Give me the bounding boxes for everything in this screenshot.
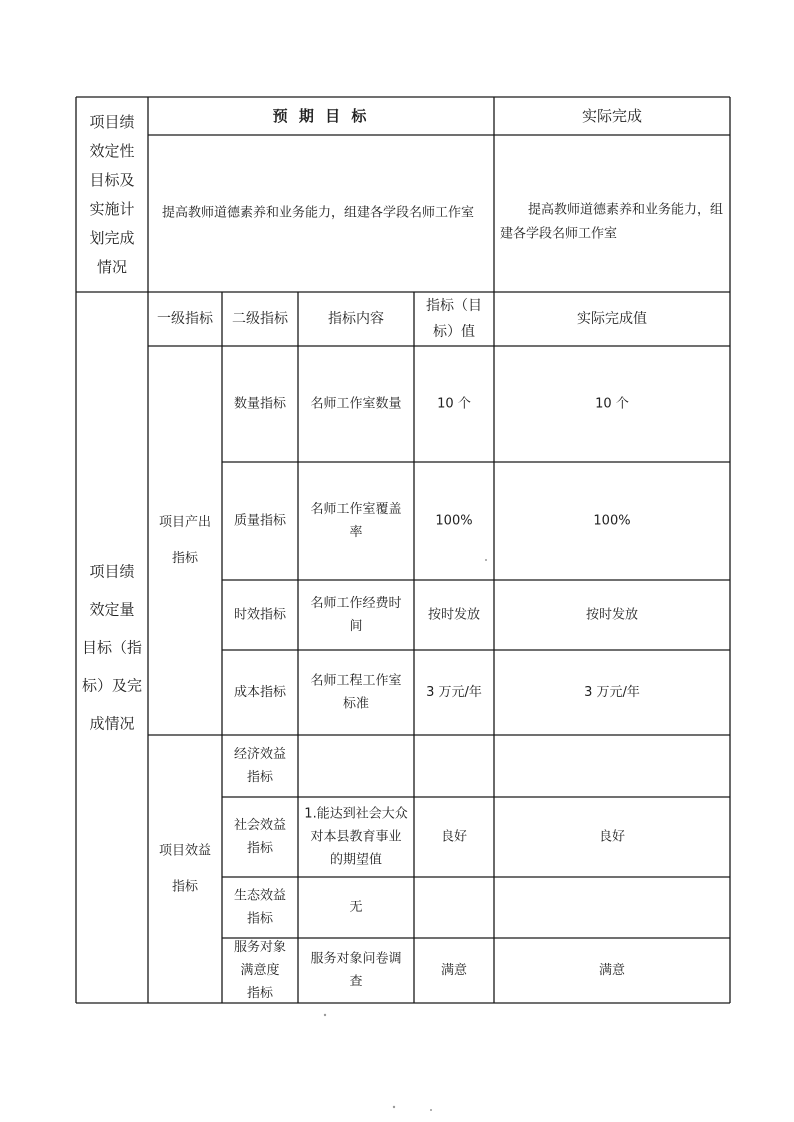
cell-content: 名师工作室覆盖 bbox=[310, 502, 402, 517]
cell-level2: 指标 bbox=[246, 986, 274, 1001]
section2-label: 标）及完 bbox=[81, 676, 143, 695]
cell-actual: 100% bbox=[593, 513, 631, 529]
section2-label: 目标（指 bbox=[81, 638, 143, 657]
section1-label: 目标及 bbox=[89, 171, 135, 189]
cell-level2: 社会效益 bbox=[233, 818, 287, 833]
cell-content: 查 bbox=[349, 974, 363, 990]
cell-actual: 3 万元/年 bbox=[584, 685, 640, 700]
header-target: 指标（目 bbox=[426, 298, 482, 314]
cell-target: 按时发放 bbox=[427, 607, 481, 623]
cell-target: 10 个 bbox=[437, 396, 471, 412]
cell-content: 名师工作经费时 bbox=[310, 596, 402, 611]
cell-content: 1.能达到社会大众 bbox=[304, 806, 408, 822]
expected-text: 提高教师道德素养和业务能力，组建各学段名师工作室 bbox=[162, 205, 475, 221]
cell-level2: 生态效益 bbox=[233, 888, 287, 904]
group-name: 指标 bbox=[171, 879, 199, 895]
section2-label: 效定量 bbox=[89, 600, 135, 619]
section1-label: 效定性 bbox=[89, 142, 135, 160]
actual-text: 提高教师道德素养和业务能力，组 bbox=[528, 202, 724, 218]
cell-content: 服务对象问卷调 bbox=[310, 951, 402, 967]
actual-header: 实际完成 bbox=[581, 107, 643, 125]
cell-content: 的期望值 bbox=[329, 852, 383, 868]
cell-level2: 经济效益 bbox=[233, 747, 287, 762]
section2-label: 项目绩 bbox=[89, 562, 135, 581]
group-name: 指标 bbox=[171, 551, 199, 566]
cell-content: 对本县教育事业 bbox=[310, 829, 402, 845]
group-name: 项目效益 bbox=[158, 843, 212, 859]
cell-content: 间 bbox=[349, 619, 363, 634]
cell-actual: 满意 bbox=[598, 963, 626, 978]
cell-target: 良好 bbox=[440, 829, 468, 845]
cell-target: 满意 bbox=[440, 963, 468, 978]
cell-level2: 成本指标 bbox=[233, 685, 287, 700]
header-actual: 实际完成值 bbox=[577, 311, 647, 327]
cell-level2: 服务对象 bbox=[233, 940, 287, 955]
cell-level2: 指标 bbox=[246, 841, 274, 856]
group-name: 项目产出 bbox=[158, 515, 212, 530]
header-target: 标）值 bbox=[433, 324, 475, 340]
cell-content: 名师工程工作室 bbox=[310, 673, 402, 689]
section1-label: 项目绩 bbox=[89, 113, 135, 131]
header-level1: 一级指标 bbox=[157, 311, 213, 327]
cell-actual: 良好 bbox=[598, 829, 626, 845]
cell-target: 100% bbox=[435, 513, 473, 529]
section1-label: 划完成 bbox=[89, 229, 135, 247]
cell-content: 无 bbox=[349, 900, 363, 915]
header-level2: 二级指标 bbox=[232, 311, 288, 327]
section1-label: 实施计 bbox=[89, 200, 135, 218]
cell-actual: 10 个 bbox=[595, 396, 629, 412]
cell-level2: 指标 bbox=[246, 770, 274, 785]
cell-level2: 指标 bbox=[246, 911, 274, 927]
expected-header: 预 期 目 标 bbox=[272, 107, 370, 125]
cell-level2: 满意度 bbox=[240, 963, 280, 978]
cell-content: 率 bbox=[349, 525, 363, 540]
cell-target: 3 万元/年 bbox=[426, 685, 482, 700]
cell-level2: 时效指标 bbox=[233, 607, 287, 623]
section2-label: 成情况 bbox=[89, 714, 135, 733]
table-grid-lines bbox=[76, 97, 730, 1003]
section1-label: 情况 bbox=[96, 258, 128, 276]
table-text-layer bbox=[82, 107, 723, 1001]
cell-actual: 按时发放 bbox=[585, 607, 639, 623]
actual-text: 建各学段名师工作室 bbox=[500, 226, 618, 242]
cell-content: 标准 bbox=[342, 696, 370, 712]
cell-level2: 质量指标 bbox=[233, 513, 287, 529]
header-content: 指标内容 bbox=[328, 311, 384, 327]
cell-content: 名师工作室数量 bbox=[310, 396, 402, 412]
cell-level2: 数量指标 bbox=[233, 396, 287, 412]
